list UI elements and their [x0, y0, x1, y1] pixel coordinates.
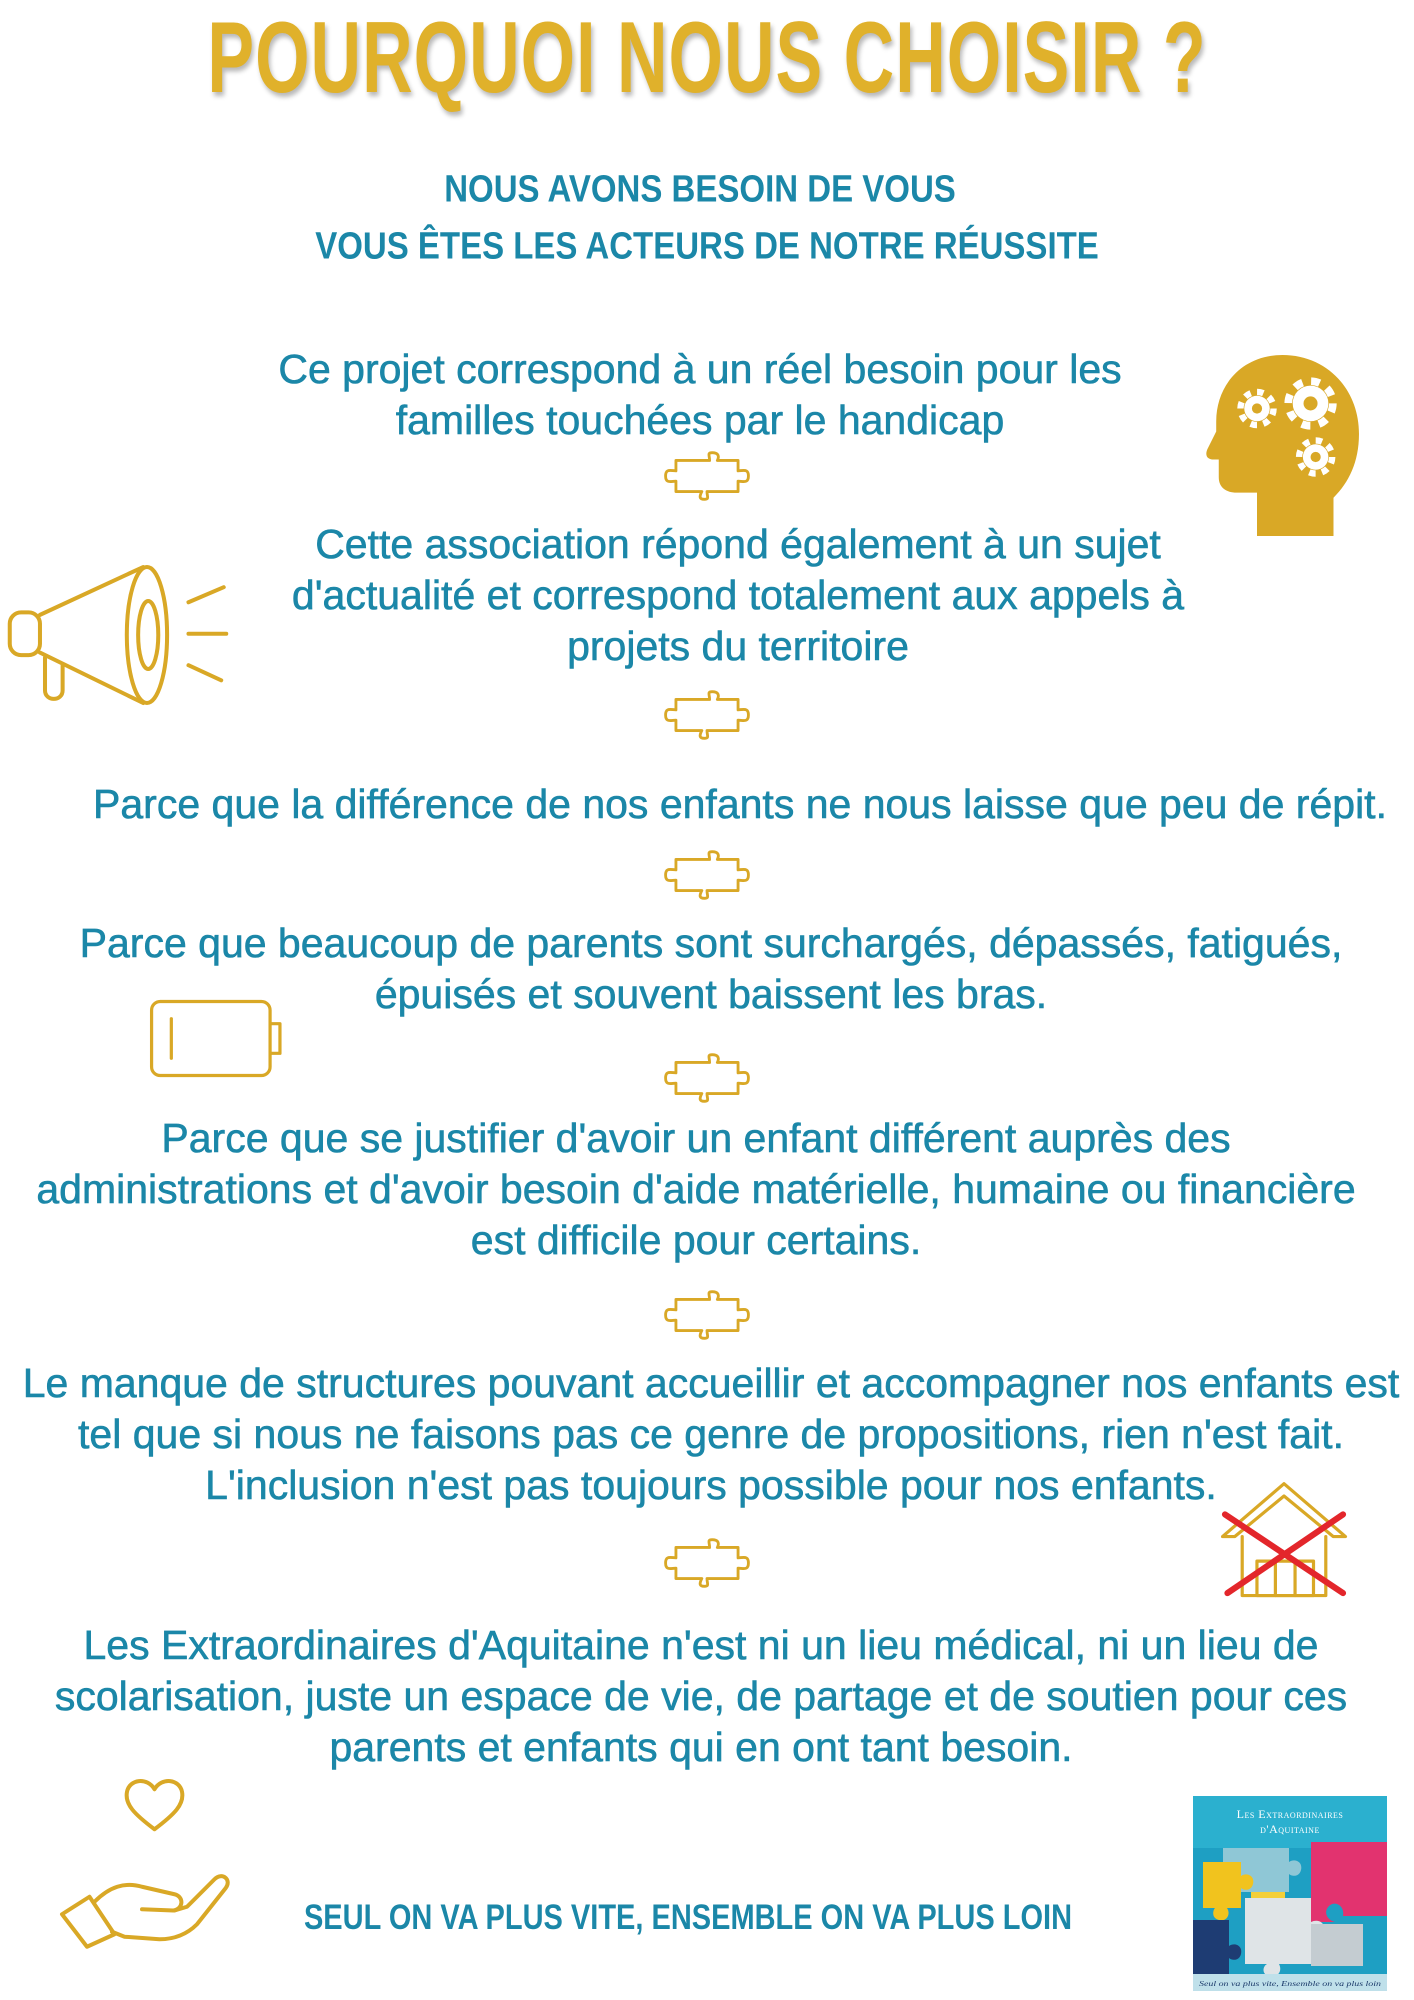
paragraph-line: administrations et d'avoir besoin d'aide matérielle, humaine ou financière	[36, 1166, 1356, 1212]
megaphone-graphic	[4, 562, 232, 708]
association-logo	[1193, 1796, 1387, 1991]
logo-name-line-2: d'Aquitaine	[1260, 1822, 1320, 1836]
paragraph-line: Cette association répond également à un sujet	[315, 521, 1161, 567]
puzzle-piece-graphic	[663, 689, 751, 741]
paragraph-line: L'inclusion n'est pas toujours possible pour nos enfants.	[205, 1462, 1217, 1508]
paragraph-line: Les Extraordinaires d'Aquitaine n'est ni un lieu médical, ni un lieu de	[83, 1622, 1319, 1668]
logo-puzzle-pink	[1311, 1842, 1387, 1922]
puzzle-piece-graphic	[663, 1537, 751, 1589]
puzzle-piece-graphic	[663, 1289, 751, 1341]
puzzle-piece-icon	[663, 1052, 751, 1104]
megaphone-icon	[4, 562, 232, 708]
puzzle-piece-icon	[663, 450, 751, 502]
megaphone-back	[10, 612, 40, 655]
gear-hole	[1304, 396, 1318, 410]
paragraph-1	[0, 344, 1414, 446]
paragraph-line: Parce que beaucoup de parents sont surchargés, dépassés, fatigués,	[79, 920, 1343, 966]
paragraph-line: Ce projet correspond à un réel besoin pour les	[278, 346, 1122, 392]
puzzle-outline	[666, 1055, 749, 1102]
head-silhouette	[1206, 355, 1359, 536]
head-gears-graphic	[1206, 355, 1359, 536]
paragraph-line: familles touchées par le handicap	[395, 397, 1005, 443]
hand-cuff	[62, 1897, 115, 1947]
gear-hole	[1311, 452, 1321, 462]
head-gears-icon	[1206, 355, 1359, 536]
battery-graphic	[147, 999, 287, 1078]
paragraph-line: Le manque de structures pouvant accueillir et accompagner nos enfants est	[22, 1360, 1400, 1406]
logo-tagline: Seul on va plus vite, Ensemble on va plus loin	[1199, 1979, 1382, 1988]
house-graphic	[1219, 1480, 1349, 1598]
sound-line	[188, 665, 221, 680]
sound-line	[188, 587, 223, 602]
paragraph-line: Parce que se justifier d'avoir un enfant différent auprès des	[161, 1115, 1231, 1161]
paragraph-line: parents et enfants qui en ont tant besoin.	[329, 1724, 1073, 1770]
paragraph-line: Parce que la différence de nos enfants ne nous laisse que peu de répit.	[93, 781, 1387, 827]
hand-thumb	[95, 1885, 182, 1911]
house-crossed-icon	[1219, 1480, 1349, 1598]
puzzle-outline	[666, 453, 749, 500]
subtitle-line-2: VOUS ÊTES LES ACTEURS DE NOTRE RÉUSSITE	[315, 224, 1099, 267]
paragraph-line: projets du territoire	[567, 623, 909, 669]
puzzle-piece-graphic	[663, 1052, 751, 1104]
page-title: POURQUOI NOUS CHOISIR ?	[207, 0, 1207, 114]
puzzle-piece-graphic	[663, 849, 751, 901]
paragraph-line: est difficile pour certains.	[470, 1217, 922, 1263]
puzzle-piece-icon	[663, 849, 751, 901]
puzzle-piece-graphic	[663, 450, 751, 502]
paragraph-line: scolarisation, juste un espace de vie, de partage et de soutien pour ces	[54, 1673, 1348, 1719]
subtitle-line-1: NOUS AVONS BESOIN DE VOUS	[444, 167, 956, 210]
puzzle-outline	[666, 1540, 749, 1587]
logo-graphic	[1193, 1796, 1387, 1991]
paragraph-3	[0, 779, 1414, 830]
hand-heart-icon	[57, 1771, 232, 1950]
paragraph-line: tel que si nous ne faisons pas ce genre de propositions, rien n'est fait.	[78, 1411, 1344, 1457]
puzzle-piece-icon	[663, 1537, 751, 1589]
puzzle-piece-icon	[663, 689, 751, 741]
house-door-bars	[1275, 1561, 1295, 1595]
hand-heart-graphic	[57, 1771, 232, 1950]
paragraph-5	[0, 1113, 1414, 1266]
puzzle-outline	[666, 692, 749, 739]
megaphone-bell-inner	[138, 601, 158, 669]
logo-name-line-1: Les Extraordinaires	[1236, 1807, 1344, 1821]
battery-low-icon	[147, 999, 287, 1078]
gear-hole	[1252, 403, 1262, 413]
paragraph-7	[0, 1620, 1414, 1773]
battery-body	[152, 1001, 271, 1075]
puzzle-piece-icon	[663, 1289, 751, 1341]
logo-puzzle-gray	[1311, 1924, 1363, 1966]
heart-shape	[127, 1781, 183, 1829]
puzzle-outline	[666, 852, 749, 899]
paragraph-line: épuisés et souvent baissent les bras.	[374, 971, 1048, 1017]
paragraph-line: d'actualité et correspond totalement aux appels à	[291, 572, 1185, 618]
slogan: SEUL ON VA PLUS VITE, ENSEMBLE ON VA PLUS LOIN	[303, 1898, 1073, 1938]
megaphone-bell	[127, 567, 167, 703]
puzzle-outline	[666, 1292, 749, 1339]
paragraph-6	[0, 1358, 1414, 1511]
